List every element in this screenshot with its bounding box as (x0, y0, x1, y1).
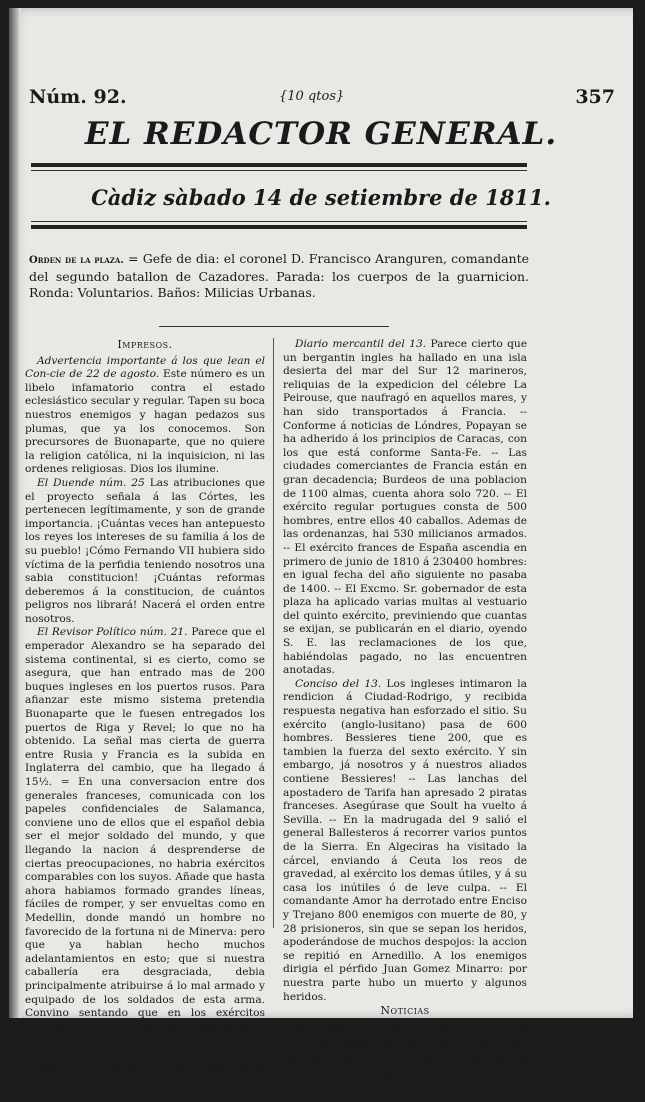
article-advertencia: Advertencia importante á los que lean el Con-cie de 22 de agosto. Este número es un libelo infamatorio contra el estado eclesiástico secular y regular. Tapen su boca nuestros enemigos y hagan pedazos sus plumas, que ya los conocemos. Son precursores de Buonaparte, que no quiere la religion católica, ni la inquisicion, ni las ordenes religiosas. Dios los ilumine. (25, 354, 265, 476)
left-column (25, 338, 265, 1102)
noticias-heading: Noticias (380, 1004, 430, 1018)
dateline-rule-thick (31, 225, 527, 229)
section-rule (159, 326, 389, 327)
dateline: Càdiz sàbado 14 de setiembre de 1811. (91, 185, 551, 210)
article-revisor: El Revisor Político núm. 21. Parece que el emperador Alexandro se ha separado del sistema continental, si es cierto, como se asegura, que han entrado mas de 200 buques ingleses en los puertos rusos. Para afianzar este mismo sistema pretendia Buonaparte que le fuesen entregados los puertos de Riga y Revel; lo que no ha obtenido. La señal mas cierta de guerra entre Rusia y Francia es la subida en Inglaterra del cambio, que ha llegado á 15½. = En una conversacion entre dos generales franceses, comunicada con los papeles confidenciales de Salamanca, conviene uno de ellos que el español debia ser el mejor soldado del mundo, y que llegando la nacion á desprenderse de ciertas preocupaciones, no habria exércitos comparables con los suyos. Añade que hasta ahora habiamos formado grandes líneas, fáciles de romper, y ser envueltas como en Medellin, donde mandó un hombre no favorecido de la fortuna ni de Minerva: pero que ya habian hecho muchos adelantamientos en esto; que si nuestra caballería era desgraciada, debia principalmente atribuirse á lo mal armado y equipado de los soldados de esta arma. Convino sentando que en los exércitos franceses se advierte ya alguna decadencia, pues no se peleaba por la gloria, pensándose solo en robar y asesinar, y que la guerra de España seria mui larga; pues era mui dificil se pasase la calentura revolucionaria de los españoles. (25, 626, 265, 1101)
newspaper-page (9, 8, 633, 1101)
orden-lead: Orden de la plaza. (29, 255, 124, 266)
signature-mark: {10 qtos} (279, 89, 345, 104)
article-granada: Granada 12 de agosto. = Han entrado 400 heridos franceses de resultas de la operacion de Soult contra el 3.er exército. (283, 1020, 527, 1084)
article-conciso: Conciso del 13. Los ingleses intimaron la rendicion á Ciudad-Rodrigo, y recibida respuesta negativa han esforzado el sitio. Su exército (anglo-lusitano) pasa de 600 hombres. Bessieres tiene 200, que es tambien la fuerza del sexto exército. Y sin embargo, já nosotros y á nuestros aliados contiene Bessieres! -- Las lanchas del apostadero de Tarifa han apresado 2 piratas franceses. Asegúrase que Soult ha vuelto á Sevilla. -- En la madrugada del 9 salió el general Ballesteros á recorrer varios puntos de la Sierra. En Algeciras ha visitado la cárcel, enviando á Ceuta los reos de gravedad, al exército los demas útiles, y á su casa los inútiles ó de leve culpa. -- El comandante Amor ha derrotado entre Enciso y Trejano 800 enemigos con muerte de 80, y 28 prisioneros, sin que se sepan los heridos, apoderándose de muchos despojos: la accion se repitió en Arnedillo. A los enemigos dirigia el pérfido Juan Gomez Minarro: por nuestra parte hubo un muerto y algunos heridos. (283, 677, 527, 1003)
dateline-rule-thin (31, 221, 527, 222)
orden-text: = Gefe de dia: el coronel D. Francisco Aranguren, comandante del segundo batallon de Cazadores. Parada: los cuerpos de la guarnicion. Ronda: Voluntarios. Baños: Milicias Urbanas. (29, 251, 529, 300)
masthead-top-line (29, 86, 621, 110)
article-duende: El Duende núm. 25 Las atribuciones que el proyecto señala á las Córtes, les pertenecen legítimamente, y son de grande importancia. ¡Cuántas veces han antepuesto los reyes los intereses de su familia á los de su pueblo! ¡Cómo Fernando VII hubiera sido víctima de la perfidia teniendo nosotros una sabia constitucion! ¡Cuántas reformas deberemos á la constitucion, de cuántos peligros nos librará! Nacerá el orden entre nosotros. (25, 476, 265, 625)
article-diario-mercantil: Diario mercantil del 13. Parece cierto que un bergantin ingles ha hallado en una isla desierta del mar del Sur 12 marineros, reliquias de la expedicion del célebre La Peirouse, que naufragó en aquellos mares, y han sido transportados á Francia. -- Conforme á noticias de Lóndres, Popayan se ha adherido á los principios de Caracas, con los que está conforme Santa-Fe. -- Las ciudades comerciantes de Francia están en gran decadencia; Burdeos de una poblacion de 1100 almas, cuenta ahora solo 720. -- El exército regular portugues consta de 500 hombres, entre ellos 40 caballos. Ademas de las ordenanzas, hai 530 milicianos armados. -- El exército frances de España ascendia en primero de junio de 1810 á 230400 hombres: en igual fecha del año siguiente no pasaba de 1400. -- El Excmo. Sr. gobernador de esta plaza ha aplicado varias multas al vestuario del quinto exército, previniendo que cuantas se exijan, se publicarán en el diario, oyendo S. E. las reclamaciones de los que, habiéndolas pagado, no las encuentren anotadas. (283, 338, 527, 677)
newspaper-title: EL REDACTOR GENERAL. (84, 116, 558, 152)
title-rule-thick (31, 163, 527, 167)
issue-number: Núm. 92. (29, 86, 127, 108)
column-divider (273, 338, 274, 928)
orden-de-la-plaza (29, 251, 529, 301)
page-number: 357 (575, 86, 615, 108)
title-rule-thin (31, 170, 527, 171)
right-column (283, 338, 527, 1085)
impresos-heading: Impresos. (117, 338, 173, 351)
binding-gutter (9, 8, 21, 1018)
